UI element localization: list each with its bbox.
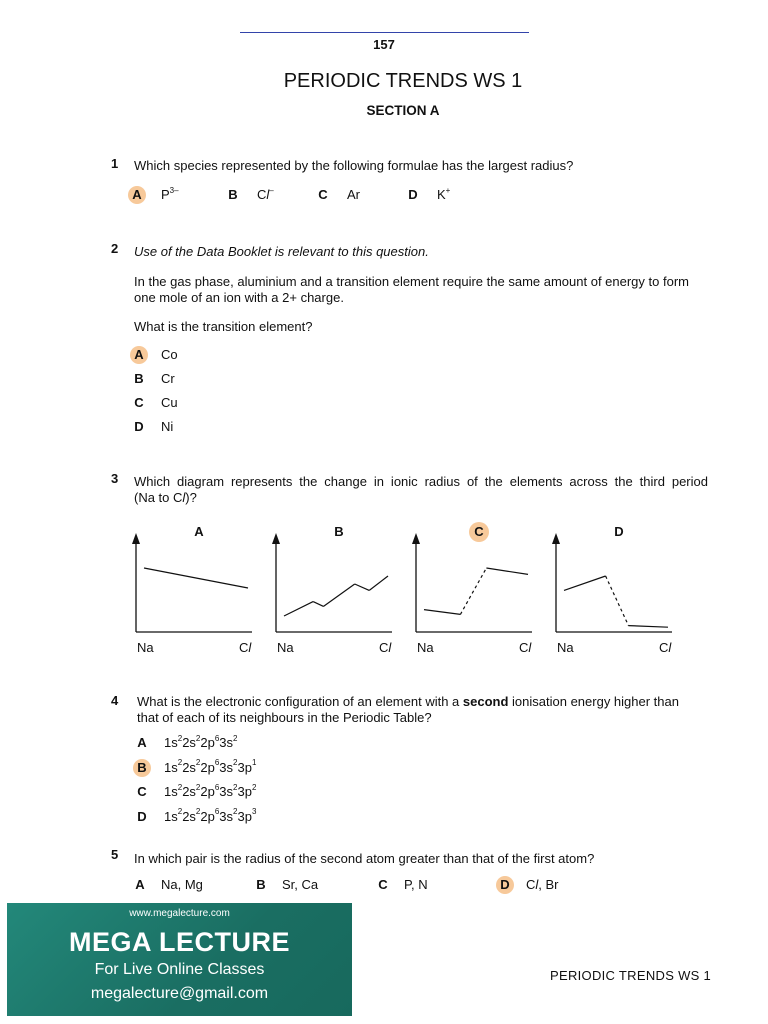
banner-tagline: For Live Online Classes [94, 961, 265, 978]
q4-text-line1: What is the electronic configuration of an element with a second ionisation energy higher than [137, 694, 679, 709]
q5-option-b-letter[interactable]: B [256, 877, 266, 892]
q3-graph-b-arrow [272, 533, 280, 544]
q2-option-a-letter[interactable]: A [130, 346, 148, 364]
q5-option-c-text[interactable]: P, N [404, 877, 428, 892]
q1-option-c-text[interactable]: Ar [347, 187, 360, 202]
q4-option-a-letter[interactable]: A [137, 735, 147, 750]
q2-option-d-text[interactable]: Ni [161, 419, 174, 434]
q4-option-a-text[interactable]: $1s^22s^22p^63s^2$ [164, 733, 238, 750]
q3-graph-b-segment [324, 584, 355, 606]
q2-question: What is the transition element? [134, 319, 313, 334]
q3-graph-a[interactable] [130, 530, 256, 640]
q2-option-c-text[interactable]: Cu [161, 395, 178, 410]
q3-graph-b-segment [369, 576, 388, 590]
q3-graph-d-axes [556, 540, 672, 632]
q1-option-d-letter[interactable]: D [408, 187, 418, 202]
q2-option-c-letter[interactable]: C [134, 395, 144, 410]
q1-number: 1 [111, 156, 119, 171]
q3-graph-b-segment [355, 584, 370, 590]
q3-number: 3 [111, 471, 119, 486]
q3-graph-c-segment [460, 568, 486, 614]
q3-text-line2: (Na to Cl)? [134, 490, 197, 505]
header-rule [240, 32, 529, 33]
q3-graph-d-segment [628, 626, 668, 628]
q3-graph-c-x-left: Na [417, 640, 434, 655]
q1-option-b-letter[interactable]: B [228, 187, 238, 202]
q5-option-c-letter[interactable]: C [378, 877, 388, 892]
q4-text-line2: that of each of its neighbours in the Periodic Table? [137, 710, 432, 725]
page-number: 157 [373, 37, 395, 52]
q3-graph-d-label[interactable]: D [614, 524, 624, 539]
q2-option-d-letter[interactable]: D [134, 419, 144, 434]
q1-option-a-text[interactable]: $P^{3-}$ [161, 185, 179, 202]
q3-graph-c-x-right: Cl [519, 640, 532, 655]
page-title: PERIODIC TRENDS WS 1 [283, 70, 523, 92]
q3-graph-b-x-left: Na [277, 640, 294, 655]
q4-option-c-letter[interactable]: C [137, 784, 147, 799]
q3-graph-b[interactable] [270, 530, 396, 640]
q3-graph-b-label[interactable]: B [334, 524, 344, 539]
q3-graph-d-segment [606, 576, 629, 626]
q4-option-d-text[interactable]: $1s^22s^22p^63s^23p^3$ [164, 807, 257, 824]
q2-option-b-text[interactable]: Cr [161, 371, 175, 386]
q3-graph-c[interactable] [410, 530, 536, 640]
q5-option-a-text[interactable]: Na, Mg [161, 877, 203, 892]
q4-option-b-letter[interactable]: B [133, 759, 151, 777]
q3-graph-a-x-left: Na [137, 640, 154, 655]
q1-option-b-text[interactable]: Cl– [257, 185, 274, 202]
q5-option-a-letter[interactable]: A [135, 877, 145, 892]
q1-text: Which species represented by the following formulae has the largest radius? [134, 158, 574, 173]
q3-graph-d-x-right: Cl [659, 640, 672, 655]
q3-graph-a-segment [144, 568, 248, 588]
q3-graph-d-segment [564, 576, 606, 590]
q3-graph-a-arrow [132, 533, 140, 544]
q3-graph-c-segment [486, 568, 528, 574]
q3-graph-c-arrow [412, 533, 420, 544]
q1-option-a-letter[interactable]: A [128, 186, 146, 204]
q5-option-d-letter[interactable]: D [496, 876, 514, 894]
q2-number: 2 [111, 241, 119, 256]
q5-number: 5 [111, 847, 119, 862]
banner-url[interactable]: www.megalecture.com [129, 908, 230, 919]
banner-email[interactable]: megalecture@gmail.com [90, 985, 269, 1002]
q5-option-b-text[interactable]: Sr, Ca [282, 877, 319, 892]
q3-graph-c-segment [424, 610, 460, 615]
banner-brand: MEGA LECTURE [69, 927, 290, 957]
q3-graph-d-x-left: Na [557, 640, 574, 655]
q2-text: In the gas phase, aluminium and a transition element require the same amount of energy to form one mole of an ion with a 2+ charge. [134, 274, 689, 305]
q3-graph-c-label[interactable]: C [469, 522, 489, 542]
q5-text: In which pair is the radius of the second atom greater than that of the first atom? [134, 851, 595, 866]
q4-number: 4 [111, 693, 119, 708]
q3-graph-b-segment [313, 602, 323, 607]
footer-title: PERIODIC TRENDS WS 1 [550, 968, 712, 983]
section-heading: SECTION A [366, 103, 440, 118]
q5-option-d-text[interactable]: Cl, Br [526, 877, 559, 892]
q3-text-line1: Which diagram represents the change in ionic radius of the elements across the third period [134, 474, 708, 489]
q4-option-c-text[interactable]: $1s^22s^22p^63s^23p^2$ [164, 782, 257, 799]
q3-graph-a-x-right: Cl [239, 640, 252, 655]
q3-graph-c-axes [416, 540, 532, 632]
q4-option-d-letter[interactable]: D [137, 808, 147, 824]
q3-graph-b-segment [284, 602, 313, 616]
q2-option-a-text[interactable]: Co [161, 347, 178, 362]
q3-graph-d[interactable] [550, 530, 676, 640]
q3-graph-d-arrow [552, 533, 560, 544]
mega-lecture-banner[interactable] [7, 903, 352, 1016]
q1-option-d-text[interactable]: K+ [437, 185, 451, 202]
q3-graph-b-x-right: Cl [379, 640, 392, 655]
q4-option-b-text[interactable]: $1s^22s^22p^63s^23p^1$ [164, 758, 257, 775]
q1-option-c-letter[interactable]: C [318, 187, 328, 202]
q2-note: Use of the Data Booklet is relevant to this question. [134, 244, 429, 259]
q2-option-b-letter[interactable]: B [134, 371, 144, 386]
q3-graph-a-label[interactable]: A [194, 524, 204, 539]
